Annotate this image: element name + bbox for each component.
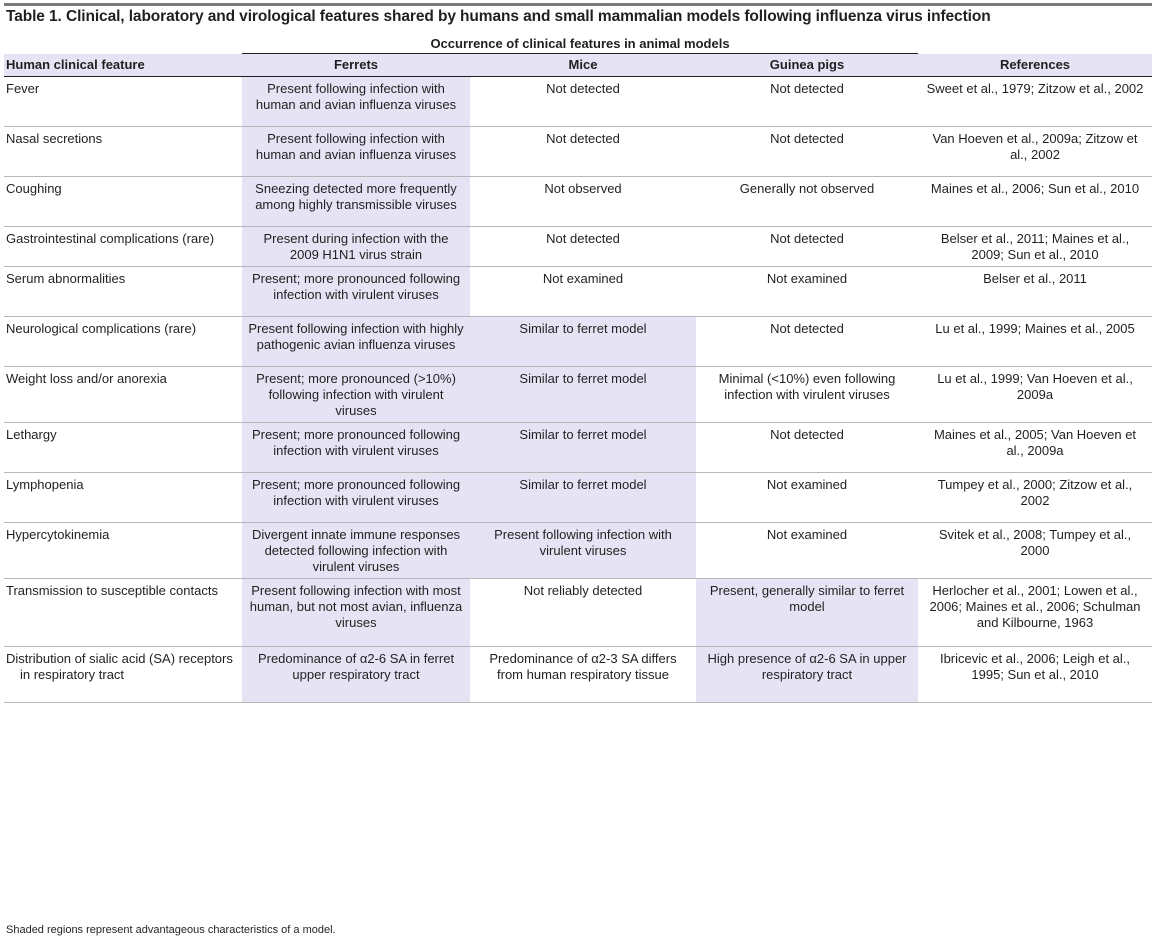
cell-references: Lu et al., 1999; Van Hoeven et al., 2009a: [918, 367, 1152, 423]
cell-references: Svitek et al., 2008; Tumpey et al., 2000: [918, 523, 1152, 579]
cell-guinea-pigs: Not examined: [696, 523, 918, 579]
table-row: [4, 579, 1152, 647]
table-row: [4, 523, 1152, 579]
cell-references: Ibricevic et al., 2006; Leigh et al., 1995; Sun et al., 2010: [918, 647, 1152, 703]
cell-references: Lu et al., 1999; Maines et al., 2005: [918, 317, 1152, 367]
table-row: [4, 127, 1152, 177]
cell-ferrets: Present following infection with human and avian influenza viruses: [242, 127, 470, 177]
column-header-references: References: [918, 54, 1152, 77]
table-row: [4, 227, 1152, 267]
cell-ferrets: Present; more pronounced (>10%) following infection with virulent viruses: [242, 367, 470, 423]
cell-mice: Present following infection with virulent viruses: [470, 523, 696, 579]
cell-guinea-pigs: Not detected: [696, 127, 918, 177]
cell-feature: Lymphopenia: [6, 477, 84, 492]
cell-mice: Similar to ferret model: [470, 317, 696, 367]
table-row: [4, 367, 1152, 423]
cell-guinea-pigs: Not examined: [696, 267, 918, 317]
cell-references: Herlocher et al., 2001; Lowen et al., 2006; Maines et al., 2006; Schulman and Kilbourne, 1963: [918, 579, 1152, 647]
cell-guinea-pigs: Generally not observed: [696, 177, 918, 227]
cell-guinea-pigs: Present, generally similar to ferret model: [696, 579, 918, 647]
cell-feature: Fever: [6, 81, 40, 96]
cell-guinea-pigs: Not detected: [696, 227, 918, 267]
column-header-feature: Human clinical feature: [4, 54, 242, 77]
cell-ferrets: Sneezing detected more frequently among highly transmissible viruses: [242, 177, 470, 227]
cell-mice: Not reliably detected: [470, 579, 696, 647]
table-row: [4, 77, 1152, 127]
cell-feature: Hypercytokinemia: [6, 527, 110, 542]
cell-feature: Distribution of sialic acid (SA) receptors in respiratory tract: [6, 651, 233, 682]
cell-feature: Coughing: [6, 181, 62, 196]
group-header: Occurrence of clinical features in animal models: [242, 36, 918, 54]
cell-references: Belser et al., 2011; Maines et al., 2009; Sun et al., 2010: [918, 227, 1152, 267]
cell-references: Maines et al., 2006; Sun et al., 2010: [918, 177, 1152, 227]
table-row: [4, 267, 1152, 317]
cell-mice: Similar to ferret model: [470, 473, 696, 523]
cell-mice: Not detected: [470, 127, 696, 177]
cell-references: Sweet et al., 1979; Zitzow et al., 2002: [918, 77, 1152, 127]
cell-feature: Lethargy: [6, 427, 57, 442]
table-row: [4, 473, 1152, 523]
cell-guinea-pigs: Minimal (<10%) even following infection with virulent viruses: [696, 367, 918, 423]
cell-mice: Not examined: [470, 267, 696, 317]
cell-mice: Not detected: [470, 77, 696, 127]
table-row: [4, 423, 1152, 473]
cell-ferrets: Present following infection with highly pathogenic avian influenza viruses: [242, 317, 470, 367]
cell-ferrets: Present following infection with most human, but not most avian, influenza viruses: [242, 579, 470, 647]
cell-feature: Gastrointestinal complications (rare): [6, 231, 215, 246]
column-header-guinea-pigs: Guinea pigs: [696, 54, 918, 77]
cell-feature: Transmission to susceptible contacts: [6, 583, 218, 598]
cell-guinea-pigs: High presence of α2-6 SA in upper respiratory tract: [696, 647, 918, 703]
cell-mice: Similar to ferret model: [470, 423, 696, 473]
data-table: [4, 36, 1152, 703]
cell-guinea-pigs: Not detected: [696, 77, 918, 127]
cell-ferrets: Present; more pronounced following infection with virulent viruses: [242, 423, 470, 473]
column-header-ferrets: Ferrets: [242, 54, 470, 77]
cell-feature: Serum abnormalities: [6, 271, 126, 286]
top-rule: [4, 3, 1152, 6]
cell-guinea-pigs: Not detected: [696, 317, 918, 367]
cell-ferrets: Divergent innate immune responses detected following infection with virulent viruses: [242, 523, 470, 579]
cell-ferrets: Predominance of α2-6 SA in ferret upper respiratory tract: [242, 647, 470, 703]
column-header-row: [4, 54, 1152, 77]
table-row: [4, 177, 1152, 227]
cell-feature: Weight loss and/or anorexia: [6, 371, 167, 386]
group-header-row: [4, 36, 1152, 54]
group-header-rule: [242, 53, 918, 54]
cell-references: Tumpey et al., 2000; Zitzow et al., 2002: [918, 473, 1152, 523]
table-footnote: Shaded regions represent advantageous characteristics of a model.: [6, 924, 336, 936]
cell-references: Van Hoeven et al., 2009a; Zitzow et al., 2002: [918, 127, 1152, 177]
table-title: Table 1. Clinical, laboratory and virological features shared by humans and small mammalian models following influenza virus infection: [6, 8, 991, 25]
cell-ferrets: Present; more pronounced following infection with virulent viruses: [242, 473, 470, 523]
cell-ferrets: Present; more pronounced following infection with virulent viruses: [242, 267, 470, 317]
column-header-mice: Mice: [470, 54, 696, 77]
cell-guinea-pigs: Not detected: [696, 423, 918, 473]
cell-mice: Not detected: [470, 227, 696, 267]
cell-guinea-pigs: Not examined: [696, 473, 918, 523]
cell-mice: Similar to ferret model: [470, 367, 696, 423]
cell-ferrets: Present during infection with the 2009 H1N1 virus strain: [242, 227, 470, 267]
cell-references: Maines et al., 2005; Van Hoeven et al., 2009a: [918, 423, 1152, 473]
cell-mice: Not observed: [470, 177, 696, 227]
cell-ferrets: Present following infection with human and avian influenza viruses: [242, 77, 470, 127]
table-row: [4, 317, 1152, 367]
cell-references: Belser et al., 2011: [918, 267, 1152, 317]
table-row: [4, 647, 1152, 703]
cell-feature: Neurological complications (rare): [6, 321, 197, 336]
cell-mice: Predominance of α2-3 SA differs from human respiratory tissue: [470, 647, 696, 703]
cell-feature: Nasal secretions: [6, 131, 103, 146]
